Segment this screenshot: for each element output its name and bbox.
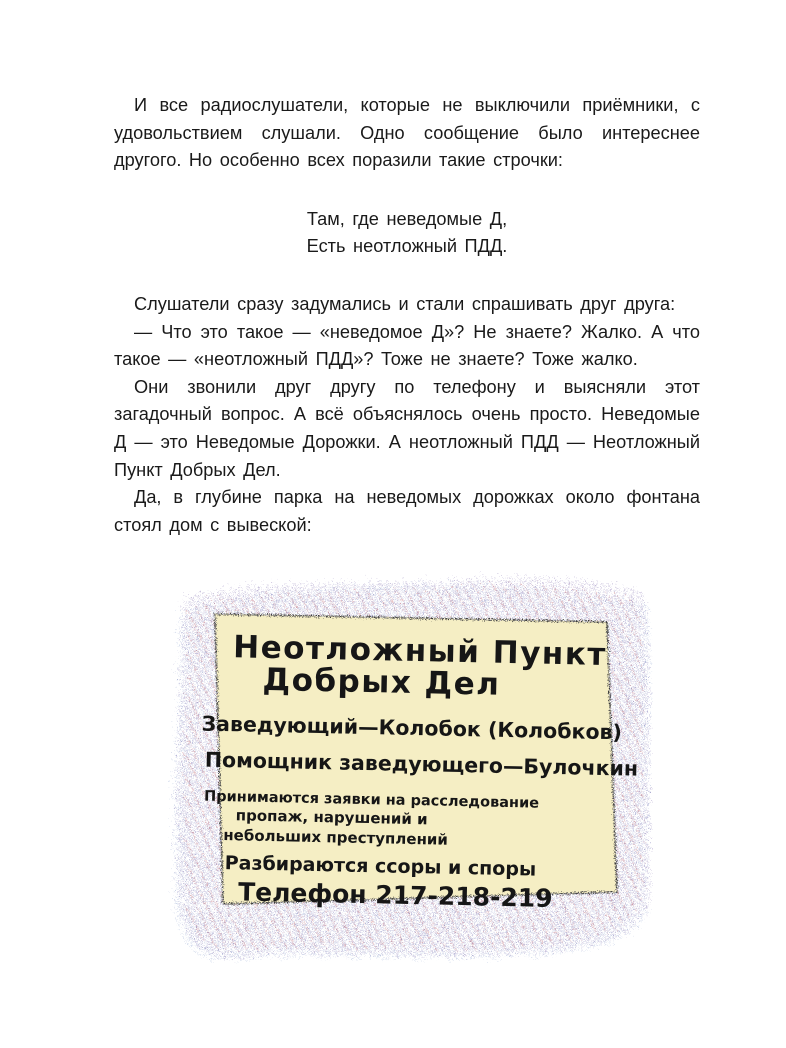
poem-line-1: Там, где неведомые Д, (306, 208, 508, 229)
paragraph-explanation: Они звонили друг другу по телефону и выясняли этот загадочный вопрос. А всё объяснялось очень просто. Неведомые Д — это Неведомые Дорожки. А неотложный ПДД — Неотложный Пункт Добрых Дел. (114, 376, 700, 480)
sign-assistant: Помощник заведующего—Булочкин (204, 747, 639, 781)
sign-accept-line-1: Принимаются заявки на расследование (203, 788, 540, 812)
sign-accept-line-3: небольших преступлений (223, 826, 449, 849)
sign-manager: Заведующий—Колобок (Колобков) (201, 711, 623, 745)
poem-line-2: Есть неотложный ПДД. (306, 236, 508, 257)
sign-title-line-1: Неотложный Пункт (232, 629, 608, 674)
paragraph-radio-listeners: И все радиослушатели, которые не выключили приёмники, с удовольствием слушали. Одно сообщение было интереснее другого. Но особенно всех поразили такие строчки: (114, 95, 700, 171)
paragraph-dialogue: — Что это такое — «неведомое Д»? Не знаете? Жалко. А что такое — «неотложный ПДД»? Тоже не знаете? Тоже жалко. (114, 321, 700, 370)
paragraph-house-sign: Да, в глубине парка на неведомых дорожках около фонтана стоял дом с вывеской: (114, 487, 700, 535)
sign-title-line-2: Добрых Дел (262, 661, 501, 703)
sign-illustration (165, 566, 653, 964)
sign-disputes: Разбираются ссоры и споры (224, 852, 537, 881)
poem (114, 206, 700, 261)
sign-accept-line-2: пропаж, нарушений и (235, 806, 428, 829)
sign-phone: Телефон 217-218-219 (237, 877, 553, 913)
story-text (114, 92, 700, 539)
paragraph-listeners-wondered: Слушатели сразу задумались и стали спрашивать друг друга: (134, 293, 676, 314)
